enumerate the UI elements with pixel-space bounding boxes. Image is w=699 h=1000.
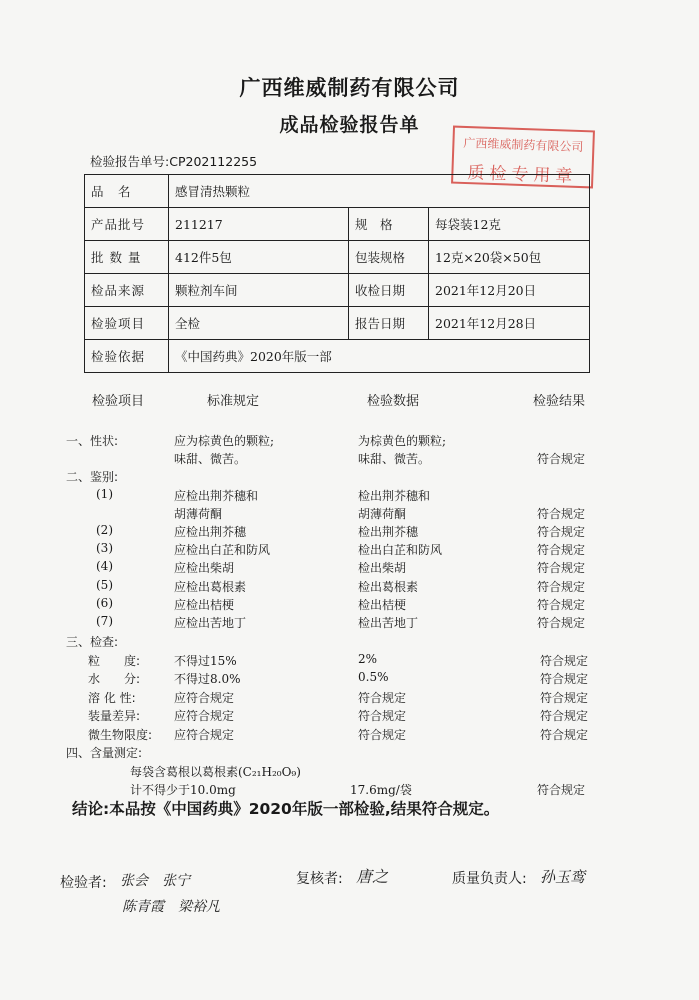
section3-row-standard: 应符合规定 xyxy=(174,727,235,742)
receive-date-value: 2021年12月20日 xyxy=(429,274,590,307)
basis-label: 检验依据 xyxy=(85,340,169,373)
spec-label: 规 格 xyxy=(349,208,429,241)
qty-value: 412件5包 xyxy=(169,241,349,274)
section2-row-result: 符合规定 xyxy=(537,525,586,540)
receive-date-label: 收检日期 xyxy=(349,274,429,307)
table-row xyxy=(85,208,590,241)
source-value: 颗粒剂车间 xyxy=(169,274,349,307)
section3-row-standard: 不得过15% xyxy=(174,654,237,668)
section3-row-standard: 应符合规定 xyxy=(174,709,235,724)
stamp-line1: 广西维威制药有限公司 xyxy=(463,135,584,155)
header-result: 检验结果 xyxy=(533,394,586,409)
batch-label: 产品批号 xyxy=(85,208,169,241)
section2-row-standard: 应检出柴胡 xyxy=(174,561,235,576)
qa-signature: 孙玉鸾 xyxy=(540,868,586,886)
section2-row-standard: 胡薄荷酮 xyxy=(174,507,223,522)
section2-row-data: 检出柴胡 xyxy=(358,561,407,576)
section2-row-result: 符合规定 xyxy=(537,561,586,576)
conclusion: 结论:本品按《中国药典》2020年版一部检验,结果符合规定。 xyxy=(72,800,500,818)
section3-title: 三、检查: xyxy=(66,635,119,649)
section3-row-data: 符合规定 xyxy=(358,690,407,705)
section2-row-number: (1) xyxy=(96,487,113,501)
section3-row-result: 符合规定 xyxy=(540,727,589,742)
section1-result: 符合规定 xyxy=(537,452,586,466)
product-info-table xyxy=(84,174,590,373)
section2-row-data: 检出葛根素 xyxy=(358,579,419,594)
stamp-line2: 质检专用章 xyxy=(467,163,578,187)
inspect-item-label: 检验项目 xyxy=(85,307,169,340)
section2-row-number: (2) xyxy=(96,523,113,538)
table-row xyxy=(85,307,590,340)
section1-title: 一、性状: xyxy=(66,434,119,448)
header-item: 检验项目 xyxy=(92,394,145,409)
section3-row-name: 溶 化 性: xyxy=(88,690,136,705)
report-number xyxy=(90,152,257,170)
header-data: 检验数据 xyxy=(367,394,420,409)
spec-value: 每袋装12克 xyxy=(429,208,590,241)
reviewer-label: 复核者: xyxy=(296,871,343,887)
section1-data-2: 味甜、微苦。 xyxy=(358,452,431,466)
section2-row-data: 检出白芷和防风 xyxy=(358,543,443,558)
section3-row-result: 符合规定 xyxy=(540,690,589,705)
inspect-item-value: 全检 xyxy=(169,307,349,340)
header-standard: 标准规定 xyxy=(207,394,260,409)
section2-title: 二、鉴别: xyxy=(66,470,119,484)
report-date-value: 2021年12月28日 xyxy=(429,307,590,340)
section2-row-data: 胡薄荷酮 xyxy=(358,507,407,522)
table-row xyxy=(85,274,590,307)
section2-row-standard: 应检出苦地丁 xyxy=(174,615,247,630)
pack-value: 12克×20袋×50包 xyxy=(429,241,590,274)
section2-row-number: (3) xyxy=(96,541,113,556)
qty-label: 批 数 量 xyxy=(85,241,169,274)
report-number-label: 检验报告单号: xyxy=(90,154,170,169)
section3-row-standard: 应符合规定 xyxy=(174,690,235,705)
section2-row-number: (7) xyxy=(96,613,113,628)
basis-value: 《中国药典》2020年版一部 xyxy=(169,340,590,373)
section2-row-result: 符合规定 xyxy=(537,579,586,594)
section4-standard-1: 每袋含葛根以葛根素(C₂₁H₂₀O₉) xyxy=(130,765,301,779)
section1-standard-1: 应为棕黄色的颗粒; xyxy=(174,434,275,448)
source-label: 检品来源 xyxy=(85,274,169,307)
section3-row-name: 水 分: xyxy=(88,672,141,687)
section3-row-name: 粒 度: xyxy=(88,654,141,668)
qa-label: 质量负责人: xyxy=(452,871,527,887)
section2-row-data: 检出桔梗 xyxy=(358,597,407,612)
section2-row-data: 检出苦地丁 xyxy=(358,615,419,630)
section3-row-data: 符合规定 xyxy=(358,709,407,724)
inspector-signature-1: 张会 张宁 xyxy=(120,873,190,889)
table-row xyxy=(85,175,590,208)
batch-value: 211217 xyxy=(169,208,349,241)
section2-row-result: 符合规定 xyxy=(537,543,586,558)
company-name: 广西维威制药有限公司 xyxy=(239,76,460,100)
section2-row-standard: 应检出白芷和防风 xyxy=(174,543,271,558)
section2-row-result: 符合规定 xyxy=(537,507,586,522)
section2-row-standard: 应检出桔梗 xyxy=(174,597,235,612)
section4-standard-2: 计不得少于10.0mg xyxy=(130,783,236,797)
document-title: 成品检验报告单 xyxy=(279,114,420,136)
section2-row-data: 检出荆芥穗 xyxy=(358,525,419,540)
section3-row-result: 符合规定 xyxy=(540,672,589,687)
table-row xyxy=(85,241,590,274)
pack-label: 包装规格 xyxy=(349,241,429,274)
section2-row-number: (6) xyxy=(96,595,113,610)
report-number-value: CP202112255 xyxy=(169,154,258,169)
section3-row-result: 符合规定 xyxy=(540,709,589,724)
table-row xyxy=(85,340,590,373)
section1-data-1: 为棕黄色的颗粒; xyxy=(358,434,447,448)
section4-result: 符合规定 xyxy=(537,783,586,797)
section2-row-number: (4) xyxy=(96,559,113,574)
section2-row-standard: 应检出荆芥穗 xyxy=(174,525,247,540)
section2-row-standard: 应检出荆芥穗和 xyxy=(174,489,259,503)
section2-row-result: 符合规定 xyxy=(537,615,586,630)
section3-row-data: 符合规定 xyxy=(358,727,407,742)
report-date-label: 报告日期 xyxy=(349,307,429,340)
section2-row-number: (5) xyxy=(96,577,113,592)
product-label: 品 名 xyxy=(85,175,169,208)
section4-data: 17.6mg/袋 xyxy=(350,783,412,797)
section1-standard-2: 味甜、微苦。 xyxy=(174,452,247,466)
reviewer-signature: 唐之 xyxy=(356,867,389,886)
section3-row-data: 0.5% xyxy=(358,670,389,685)
section2-row-result: 符合规定 xyxy=(537,597,586,612)
product-value: 感冒清热颗粒 xyxy=(169,175,590,208)
section3-row-name: 装量差异: xyxy=(88,709,141,724)
section3-row-data: 2% xyxy=(358,652,378,666)
section3-row-result: 符合规定 xyxy=(540,654,589,668)
section3-row-standard: 不得过8.0% xyxy=(174,672,241,687)
section2-row-data: 检出荆芥穗和 xyxy=(358,489,431,503)
inspector-signature-2: 陈青霞 梁裕凡 xyxy=(122,899,220,915)
section3-row-name: 微生物限度: xyxy=(88,727,153,742)
section4-title: 四、含量测定: xyxy=(66,746,143,760)
inspector-label: 检验者: xyxy=(60,875,107,891)
section2-row-standard: 应检出葛根素 xyxy=(174,579,247,594)
